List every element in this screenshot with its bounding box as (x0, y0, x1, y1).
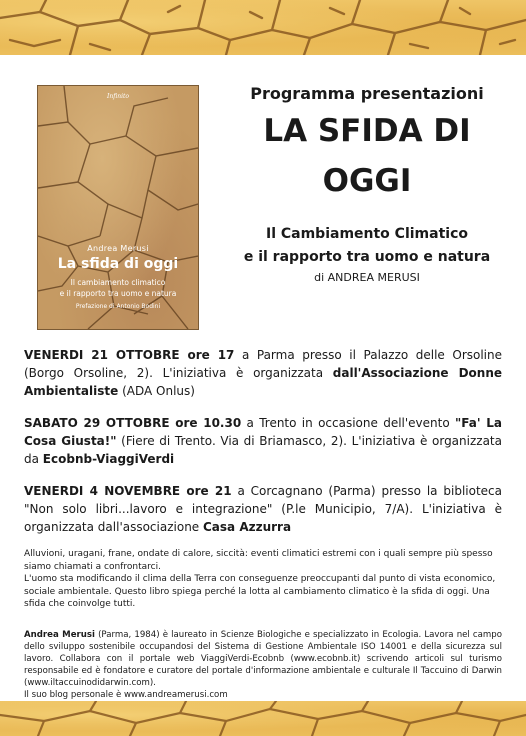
event-organizer: Ecobnb-ViaggiVerdi (42, 452, 175, 466)
cover-preface: Prefazione di Antonio Bodini (75, 303, 161, 310)
bio-author-name: Andrea Merusi (24, 630, 95, 640)
cover-title: La sfida di oggi (57, 256, 179, 272)
blurb-paragraph (24, 548, 502, 611)
top-cracked-earth-band (0, 0, 526, 55)
cover-author: Andrea Merusi (87, 244, 149, 253)
main-title-line2: OGGI (322, 163, 412, 199)
bio-text: (Parma, 1984) è laureato in Scienze Biologiche e specializzato in Ecologia. Lavora nel campo dello sviluppo sostenibile occupandosi del Sistema di Gestione Ambientale ISO 14001 e della sicurezza sul lavoro. Collabora con il portale web ViaggiVerdi-Ecobnb (www.ecobnb.it) scrivendo articoli sul turismo responsabile ed è fondatore e curatore del portale d'informazione ambientale e culturale Il Taccuino di Darwin (www.iltaccuinodidarwin.com). (24, 630, 503, 688)
blurb-line1: Alluvioni, uragani, frane, ondate di calore, siccità: eventi climatici estremi con i quali sempre più spesso siamo chiamati a confrontarci. (24, 549, 493, 572)
events-list (24, 346, 502, 550)
event-text: (ADA Onlus) (118, 384, 195, 398)
event-item (24, 346, 502, 400)
event-organizer: Casa Azzurra (203, 520, 292, 534)
cover-subtitle-line1: Il cambiamento climatico (70, 278, 166, 287)
subtitle-line1: Il Cambiamento Climatico (265, 226, 468, 242)
cover-subtitle-line2: e il rapporto tra uomo e natura (59, 289, 177, 298)
event-organizer: dall'Associazione Donne Ambientaliste (24, 366, 502, 398)
crack-pattern-bottom (0, 701, 526, 736)
cover-publisher: Infinito (106, 93, 130, 100)
event-text: (Fiere di Trento. Via di Briamasco, 2). L'iniziativa è organizzata da (24, 434, 502, 466)
event-date: VENERDI 4 NOVEMBRE ore 21 (24, 484, 232, 498)
main-title-line1: LA SFIDA DI (263, 113, 471, 149)
event-name: "Fa' La Cosa Giusta!" (24, 416, 502, 448)
programma-heading: Programma presentazioni (250, 84, 484, 103)
subtitle-line2: e il rapporto tra uomo e natura (243, 249, 491, 265)
book-blurb (24, 548, 502, 619)
event-item (24, 482, 502, 536)
blurb-line2: L'uomo sta modificando il clima della Terra con conseguenze preoccupanti dal punto di vista economico, sociale ambientale. Questo libro spiega perché la lotta al cambiamento climatico è la sfida di oggi. Una sfida che coinvolge tutti. (24, 574, 496, 609)
author-byline: di ANDREA MERUSI (314, 271, 420, 284)
bio-blog: Il suo blog personale è www.andreamerusi.com (24, 690, 228, 700)
book-cover (38, 86, 198, 329)
bottom-cracked-earth-band (0, 701, 526, 736)
event-date: VENERDI 21 OTTOBRE ore 17 (24, 348, 235, 362)
crack-pattern-top (0, 0, 526, 55)
event-text: a Trento in occasione dell'evento (241, 416, 456, 430)
event-text: a Parma presso il Palazzo delle Orsoline (Borgo Orsoline, 2). L'iniziativa è organizzata (24, 348, 502, 380)
event-date: SABATO 29 OTTOBRE ore 10.30 (24, 416, 242, 430)
event-item (24, 414, 502, 468)
author-bio (24, 629, 502, 701)
event-text: a Corcagnano (Parma) presso la biblioteca "Non solo libri...lavoro e integrazione" (P.le Municipio, 7/A). L'iniziativa è organizzata dall'associazione (24, 484, 502, 534)
